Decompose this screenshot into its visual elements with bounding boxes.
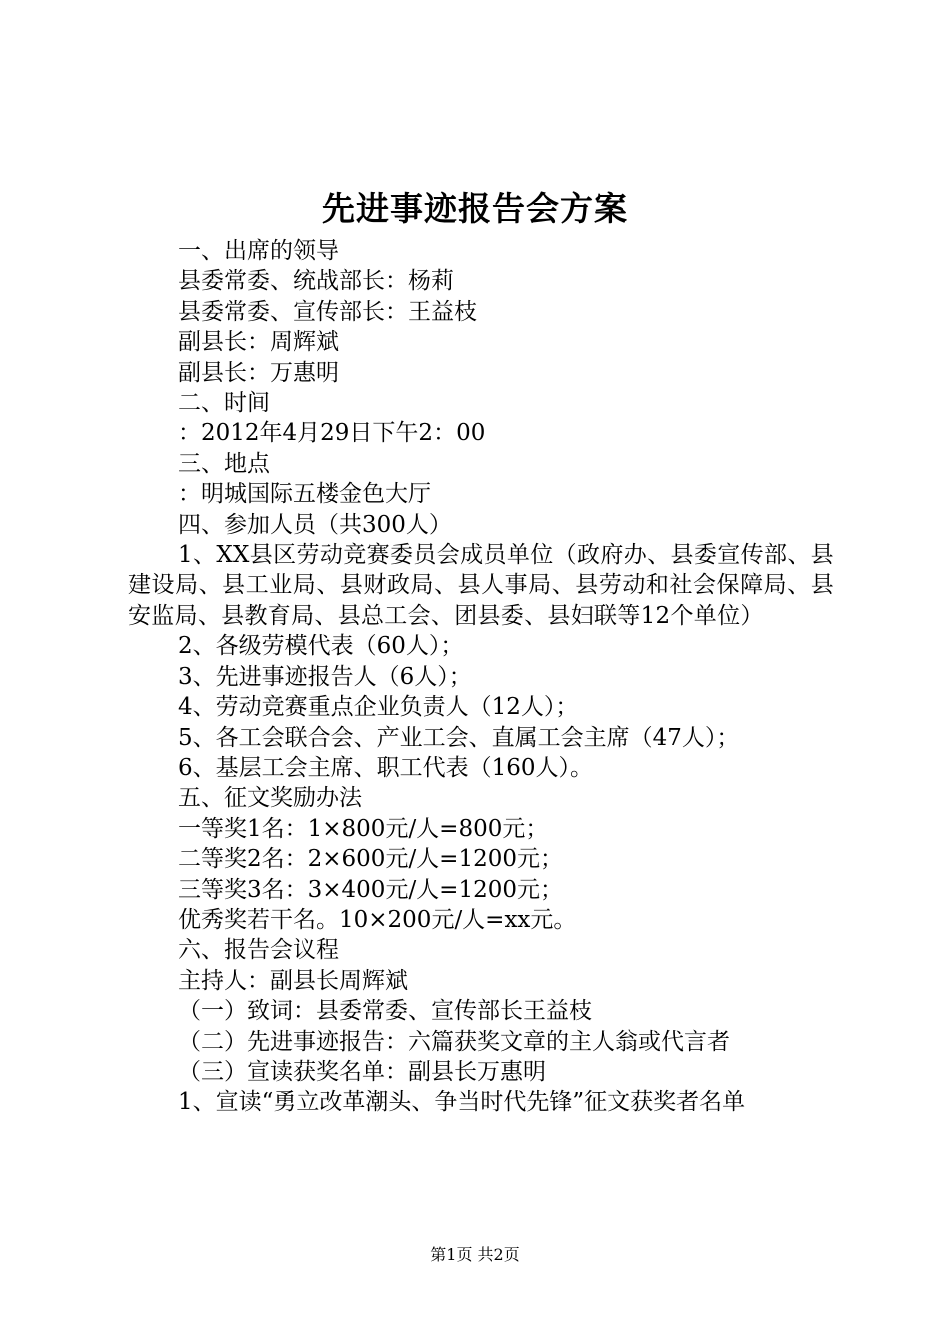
award-line: 优秀奖若干名。10×200元/人=xx元。 — [178, 906, 577, 933]
attendee-item: 6、基层工会主席、职工代表（160人）。 — [178, 754, 594, 781]
location-line: ：明城国际五楼金色大厅 — [178, 481, 431, 508]
document-body — [128, 236, 834, 1118]
document-title: 先进事迹报告会方案 — [322, 189, 628, 228]
agenda-line: 主持人：副县长周辉斌 — [178, 967, 408, 994]
attendee-item: 3、先进事迹报告人（6人）； — [178, 663, 472, 690]
award-line: 一等奖1名：1×800元/人=800元； — [178, 815, 549, 842]
section-heading-leaders: 一、出席的领导 — [178, 238, 339, 264]
section-heading-time: 二、时间 — [178, 390, 270, 417]
attendee-item: 1、XX县区劳动竞赛委员会成员单位（政府办、县委宣传部、县建设局、县工业局、县财政局、县人事局、县劳动和社会保障局、县安监局、县教育局、县总工会、团县委、县妇联等12个单位） — [128, 542, 834, 629]
attendee-item: 4、劳动竞赛重点企业负责人（12人）； — [178, 694, 579, 721]
leader-line: 副县长：周辉斌 — [178, 329, 339, 356]
attendee-item: 2、各级劳模代表（60人）； — [178, 633, 464, 660]
agenda-line: 1、宣读“勇立改革潮头、争当时代先锋”征文获奖者名单 — [178, 1089, 746, 1116]
attendee-item: 5、各工会联合会、产业工会、直属工会主席（47人）； — [178, 724, 740, 751]
leader-line: 县委常委、统战部长：杨莉 — [178, 268, 454, 295]
agenda-line: （三）宣读获奖名单：副县长万惠明 — [178, 1058, 546, 1085]
section-heading-location: 三、地点 — [178, 450, 270, 477]
agenda-line: （一）致词：县委常委、宣传部长王益枝 — [178, 998, 592, 1025]
section-heading-awards: 五、征文奖励办法 — [178, 785, 362, 812]
agenda-line: （二）先进事迹报告：六篇获奖文章的主人翁或代言者 — [178, 1028, 730, 1055]
page-footer: 第1页 共2页 — [430, 1245, 520, 1264]
section-heading-attendees: 四、参加人员（共300人） — [178, 511, 452, 538]
section-heading-agenda: 六、报告会议程 — [178, 937, 339, 964]
time-line: ：2012年4月29日下午2：00 — [178, 420, 486, 447]
award-line: 二等奖2名：2×600元/人=1200元； — [178, 846, 563, 873]
award-line: 三等奖3名：3×400元/人=1200元； — [178, 876, 563, 903]
leader-line: 县委常委、宣传部长：王益枝 — [178, 298, 477, 325]
leader-line: 副县长：万惠明 — [178, 359, 339, 386]
